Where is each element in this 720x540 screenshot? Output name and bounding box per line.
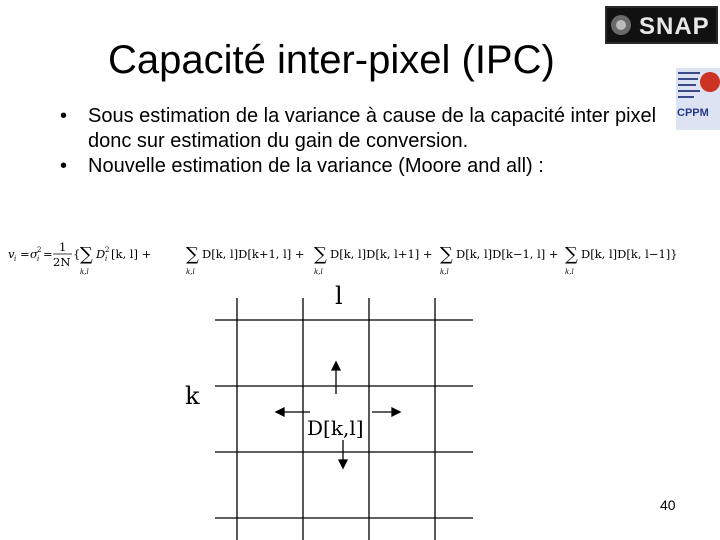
svg-text:2: 2 [37,246,42,254]
svg-text:i: i [37,255,40,263]
bullet-dot: • [60,155,68,177]
cell-label: D[k,l] [307,416,364,440]
svg-text:i: i [105,255,108,263]
row-label: k [185,382,200,410]
svg-text:∑: ∑ [565,244,578,265]
svg-text:2N: 2N [53,255,71,269]
page-number: 40 [660,497,676,513]
svg-text:=: = [43,247,53,261]
svg-text:∑: ∑ [440,244,453,265]
svg-text:D[k, l]D[k, l+1] +: D[k, l]D[k, l+1] + [330,247,433,261]
svg-text:[k, l] +: [k, l] + [111,247,152,261]
svg-text:=: = [20,247,30,261]
slide-title: Capacité inter-pixel (IPC) [108,38,555,82]
svg-text:{: { [73,247,81,261]
column-label: l [335,282,343,310]
svg-text:1: 1 [59,240,67,254]
svg-text:D[k, l]D[k, l−1]}: D[k, l]D[k, l−1]} [581,247,678,261]
svg-text:σ: σ [30,247,38,261]
svg-text:∑: ∑ [186,244,199,265]
svg-text:k,l: k,l [80,268,89,276]
bullet-text: Nouvelle estimation de la variance (Moore and all) : [88,155,544,177]
svg-text:D[k, l]D[k+1, l] +: D[k, l]D[k+1, l] + [202,247,305,261]
svg-text:k,l: k,l [440,268,449,276]
bullet-text: Sous estimation de la variance à cause de la capacité inter pixel donc sur estimation du gain de conversion. [88,105,657,152]
svg-text:∑: ∑ [314,244,327,265]
svg-text:2: 2 [105,246,110,254]
svg-text:i: i [14,255,17,263]
snap-logo-text: SNAP [639,13,710,40]
svg-text:∑: ∑ [80,244,93,265]
formula-lhs: v [8,247,15,261]
cppm-logo-text: CPPM [677,107,709,119]
svg-text:k,l: k,l [314,268,323,276]
svg-text:D: D [96,247,106,261]
svg-text:D[k, l]D[k−1, l] +: D[k, l]D[k−1, l] + [456,247,559,261]
bullet-dot: • [60,105,68,127]
svg-text:k,l: k,l [565,268,574,276]
svg-text:k,l: k,l [186,268,195,276]
